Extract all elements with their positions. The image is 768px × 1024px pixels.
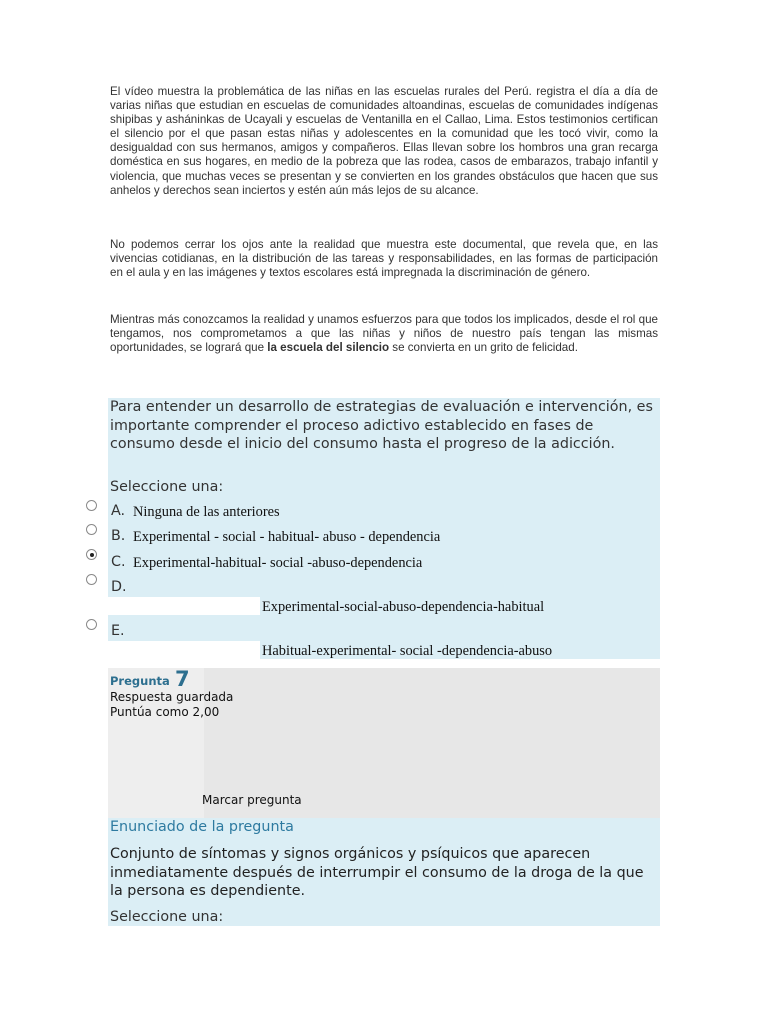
option-d-letter: D. [111,579,127,595]
option-e-radio[interactable] [86,619,97,630]
question-grade: Puntúa como 2,00 [110,705,220,719]
question-label: Pregunta [110,674,170,688]
option-d-strip [108,597,260,615]
option-d-radio[interactable] [86,574,97,585]
option-c-radio[interactable] [86,549,97,560]
option-e-letter: E. [111,623,125,639]
flag-question-link[interactable]: Marcar pregunta [202,793,302,807]
intro-paragraph-2: No podemos cerrar los ojos ante la realidad que muestra este documental, que revela que, en las vivencias cotidianas, en la distribución de las tareas y responsabilidades, en las formas de participación en el aula y en las imágenes y textos escolares está impregnada la discriminación de género. [110,238,658,280]
question-6-select-label: Seleccione una: [110,479,224,495]
option-a-text[interactable]: Ninguna de las anteriores [133,504,280,520]
option-d-text[interactable]: Experimental-social-abuso-dependencia-habitual [262,599,545,615]
question-7-text: Conjunto de síntomas y signos orgánicos y psíquicos que aparecen inmediatamente después de interrumpir el consumo de la droga de la que la persona es dependiente. [110,846,644,900]
option-b-text[interactable]: Experimental - social - habitual- abuso - dependencia [133,529,441,545]
question-status: Respuesta guardada [110,690,234,704]
question-7-heading: Enunciado de la pregunta [110,819,294,835]
option-e-text[interactable]: Habitual-experimental- social -dependencia-abuso [262,643,553,659]
intro-paragraph-1: El vídeo muestra la problemática de las niñas en las escuelas rurales del Perú. registra el día a día de varias niñas que estudian en escuelas de comunidades altoandinas, escuelas de comunidades indígenas shipibas y asháninkas de Ucayali y escuelas de Ventanilla en el Callao, Lima. Estos testimonios certifican el silencio por el que pasan estas niñas y adolescentes en la comunidad que les tocó vivir, como la desigualdad con sus hermanos, amigos y compañeros. Ellas llevan sobre los hombros una gran recarga doméstica en sus hogares, en medio de la pobreza que las rodea, casos de embarazos, trabajo infantil y violencia, que muchas veces se presentan y se convierten en los grandes obstáculos que hacen que sus anhelos y derechos sean inciertos y estén aún más lejos de su alcance. [110,85,658,197]
option-b-radio[interactable] [86,524,97,535]
question-7-select-label: Seleccione una: [110,909,224,925]
option-a-letter: A. [111,503,126,519]
question-6-text: Para entender un desarrollo de estrategias de evaluación e intervención, es importante comprender el proceso adictivo establecido en fases de consumo desde el inicio del consumo hasta el progreso de la adicción. [110,399,653,453]
option-c-text[interactable]: Experimental-habitual- social -abuso-dependencia [133,555,423,571]
intro-paragraph-3-end: se convierta en un grito de felicidad. [389,341,578,355]
option-b-letter: B. [111,528,126,544]
option-a-radio[interactable] [86,500,97,511]
option-c-letter: C. [111,554,126,570]
option-e-strip [108,641,260,659]
question-number: 7 [175,667,190,691]
intro-paragraph-3 [110,313,658,355]
intro-paragraph-3-start: Mientras más conozcamos la realidad y unamos esfuerzos para que todos los implicados, desde el rol que tengamos, nos comprometamos a que las niñas y niños de nuestro país tengan las mismas oportunidades, se logrará que [110,313,658,355]
intro-paragraph-3-bold: la escuela del silencio [267,341,390,355]
